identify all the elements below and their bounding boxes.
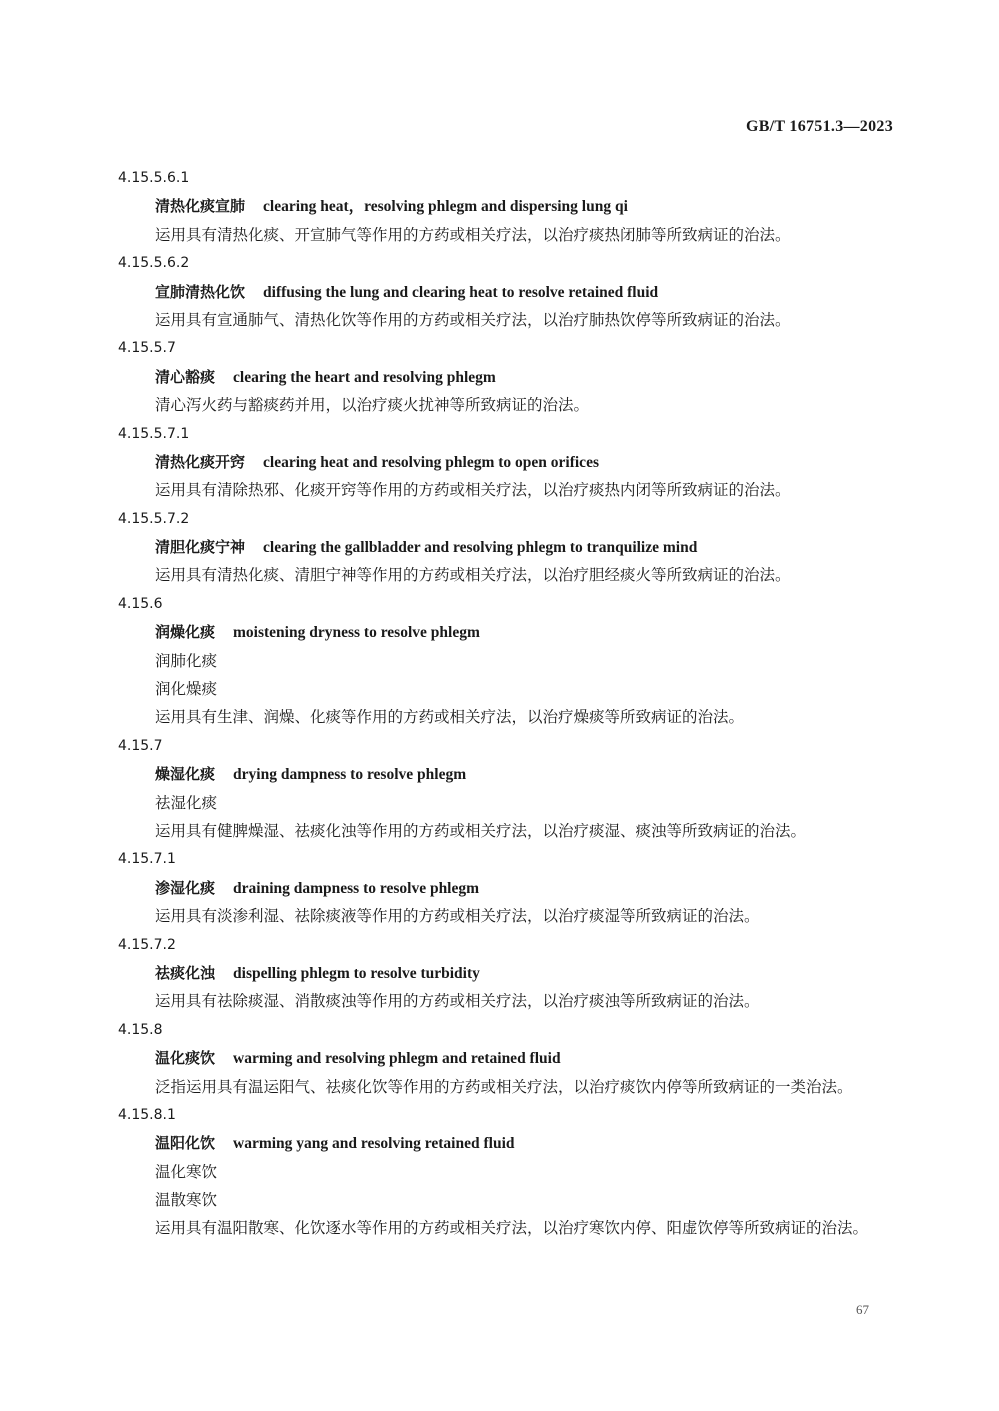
- term-english: drying dampness to resolve phlegm: [233, 766, 467, 784]
- term-entry: [118, 845, 894, 930]
- term-chinese: 祛痰化浊: [155, 963, 216, 982]
- definition: 运用具有温阳散寒、化饮逐水等作用的方药或相关疗法，以治疗寒饮内停、阳虚饮停等所致病证的治法。: [155, 1219, 869, 1238]
- term-chinese: 温阳化饮: [155, 1134, 216, 1153]
- term-heading: [118, 363, 894, 391]
- term-english: clearing the gallbladder and resolving phlegm to tranquilize mind: [263, 539, 698, 557]
- term-chinese: 清热化痰开窍: [155, 452, 246, 471]
- term-heading: [118, 1044, 894, 1072]
- term-entry: [118, 1101, 894, 1243]
- entry-number: 4.15.7: [118, 737, 163, 754]
- entry-number: 4.15.5.6.2: [118, 255, 190, 272]
- entry-number: 4.15.8.1: [118, 1106, 176, 1123]
- term-chinese: 温化痰饮: [155, 1049, 216, 1068]
- synonym: 温散寒饮: [155, 1191, 218, 1210]
- term-entry: [118, 732, 894, 846]
- definition: 运用具有清热化痰、开宣肺气等作用的方药或相关疗法，以治疗痰热闭肺等所致病证的治法。: [155, 225, 791, 244]
- page-number: 67: [856, 1302, 869, 1317]
- term-heading: [118, 192, 894, 220]
- term-english: draining dampness to resolve phlegm: [233, 879, 480, 897]
- term-english: warming yang and resolving retained fluid: [233, 1135, 515, 1153]
- term-heading: [118, 874, 894, 902]
- definition: 运用具有清除热邪、化痰开窍等作用的方药或相关疗法，以治疗痰热内闭等所致病证的治法。: [155, 481, 791, 500]
- term-english: clearing heat，resolving phlegm and dispersing lung qi: [263, 198, 628, 216]
- term-chinese: 清胆化痰宁神: [155, 538, 246, 557]
- term-heading: [118, 760, 894, 788]
- term-entry: [118, 249, 894, 334]
- term-heading: [118, 618, 894, 646]
- definition: 运用具有祛除痰湿、消散痰浊等作用的方药或相关疗法，以治疗痰浊等所致病证的治法。: [155, 992, 760, 1011]
- definition: 运用具有淡渗利湿、祛除痰液等作用的方药或相关疗法，以治疗痰湿等所致病证的治法。: [155, 907, 760, 926]
- term-chinese: 清热化痰宣肺: [155, 197, 246, 216]
- term-entry: [118, 931, 894, 1016]
- term-entry: [118, 420, 894, 505]
- definition: 运用具有生津、润燥、化痰等作用的方药或相关疗法，以治疗燥痰等所致病证的治法。: [155, 708, 745, 727]
- synonym: 祛湿化痰: [155, 793, 218, 812]
- synonym: 润肺化痰: [155, 651, 218, 670]
- term-english: dispelling phlegm to resolve turbidity: [233, 964, 480, 982]
- definition: 泛指运用具有温运阳气、祛痰化饮等作用的方药或相关疗法，以治疗痰饮内停等所致病证的一类治法。: [155, 1077, 853, 1096]
- term-heading: [118, 959, 894, 987]
- standard-code-header: GB/T 16751.3—2023: [745, 118, 893, 135]
- entry-number: 4.15.5.7.2: [118, 510, 190, 527]
- term-entry: [118, 1016, 894, 1101]
- term-chinese: 燥湿化痰: [155, 765, 216, 784]
- term-chinese: 宣肺清热化饮: [155, 282, 246, 301]
- term-heading: [118, 533, 894, 561]
- term-heading: [118, 1129, 894, 1157]
- entry-number: 4.15.5.7.1: [118, 425, 190, 442]
- term-english: moistening dryness to resolve phlegm: [233, 624, 480, 642]
- definition: 运用具有清热化痰、清胆宁神等作用的方药或相关疗法，以治疗胆经痰火等所致病证的治法。: [155, 566, 791, 585]
- definition: 运用具有宣通肺气、清热化饮等作用的方药或相关疗法，以治疗肺热饮停等所致病证的治法。: [155, 310, 791, 329]
- definition: 运用具有健脾燥湿、祛痰化浊等作用的方药或相关疗法，以治疗痰湿、痰浊等所致病证的治法。: [155, 821, 807, 840]
- entry-number: 4.15.6: [118, 595, 163, 612]
- entry-number: 4.15.8: [118, 1021, 163, 1038]
- term-entry: [118, 334, 894, 419]
- term-heading: [118, 448, 894, 476]
- term-english: diffusing the lung and clearing heat to resolve retained fluid: [263, 283, 659, 301]
- term-entry: [118, 164, 894, 249]
- term-entry: [118, 505, 894, 590]
- term-chinese: 润燥化痰: [155, 623, 216, 642]
- term-list: [118, 164, 894, 1243]
- term-chinese: 清心豁痰: [155, 367, 216, 386]
- term-chinese: 渗湿化痰: [155, 878, 216, 897]
- entry-number: 4.15.7.1: [118, 851, 176, 868]
- term-entry: [118, 590, 894, 732]
- entry-number: 4.15.7.2: [118, 936, 176, 953]
- term-english: warming and resolving phlegm and retained fluid: [233, 1050, 561, 1068]
- term-heading: [118, 278, 894, 306]
- definition: 清心泻火药与豁痰药并用，以治疗痰火扰神等所致病证的治法。: [155, 396, 590, 415]
- entry-number: 4.15.5.6.1: [118, 170, 190, 186]
- synonym: 温化寒饮: [155, 1162, 218, 1181]
- term-english: clearing heat and resolving phlegm to open orifices: [263, 453, 599, 471]
- term-english: clearing the heart and resolving phlegm: [233, 368, 496, 386]
- entry-number: 4.15.5.7: [118, 340, 176, 357]
- synonym: 润化燥痰: [155, 680, 218, 699]
